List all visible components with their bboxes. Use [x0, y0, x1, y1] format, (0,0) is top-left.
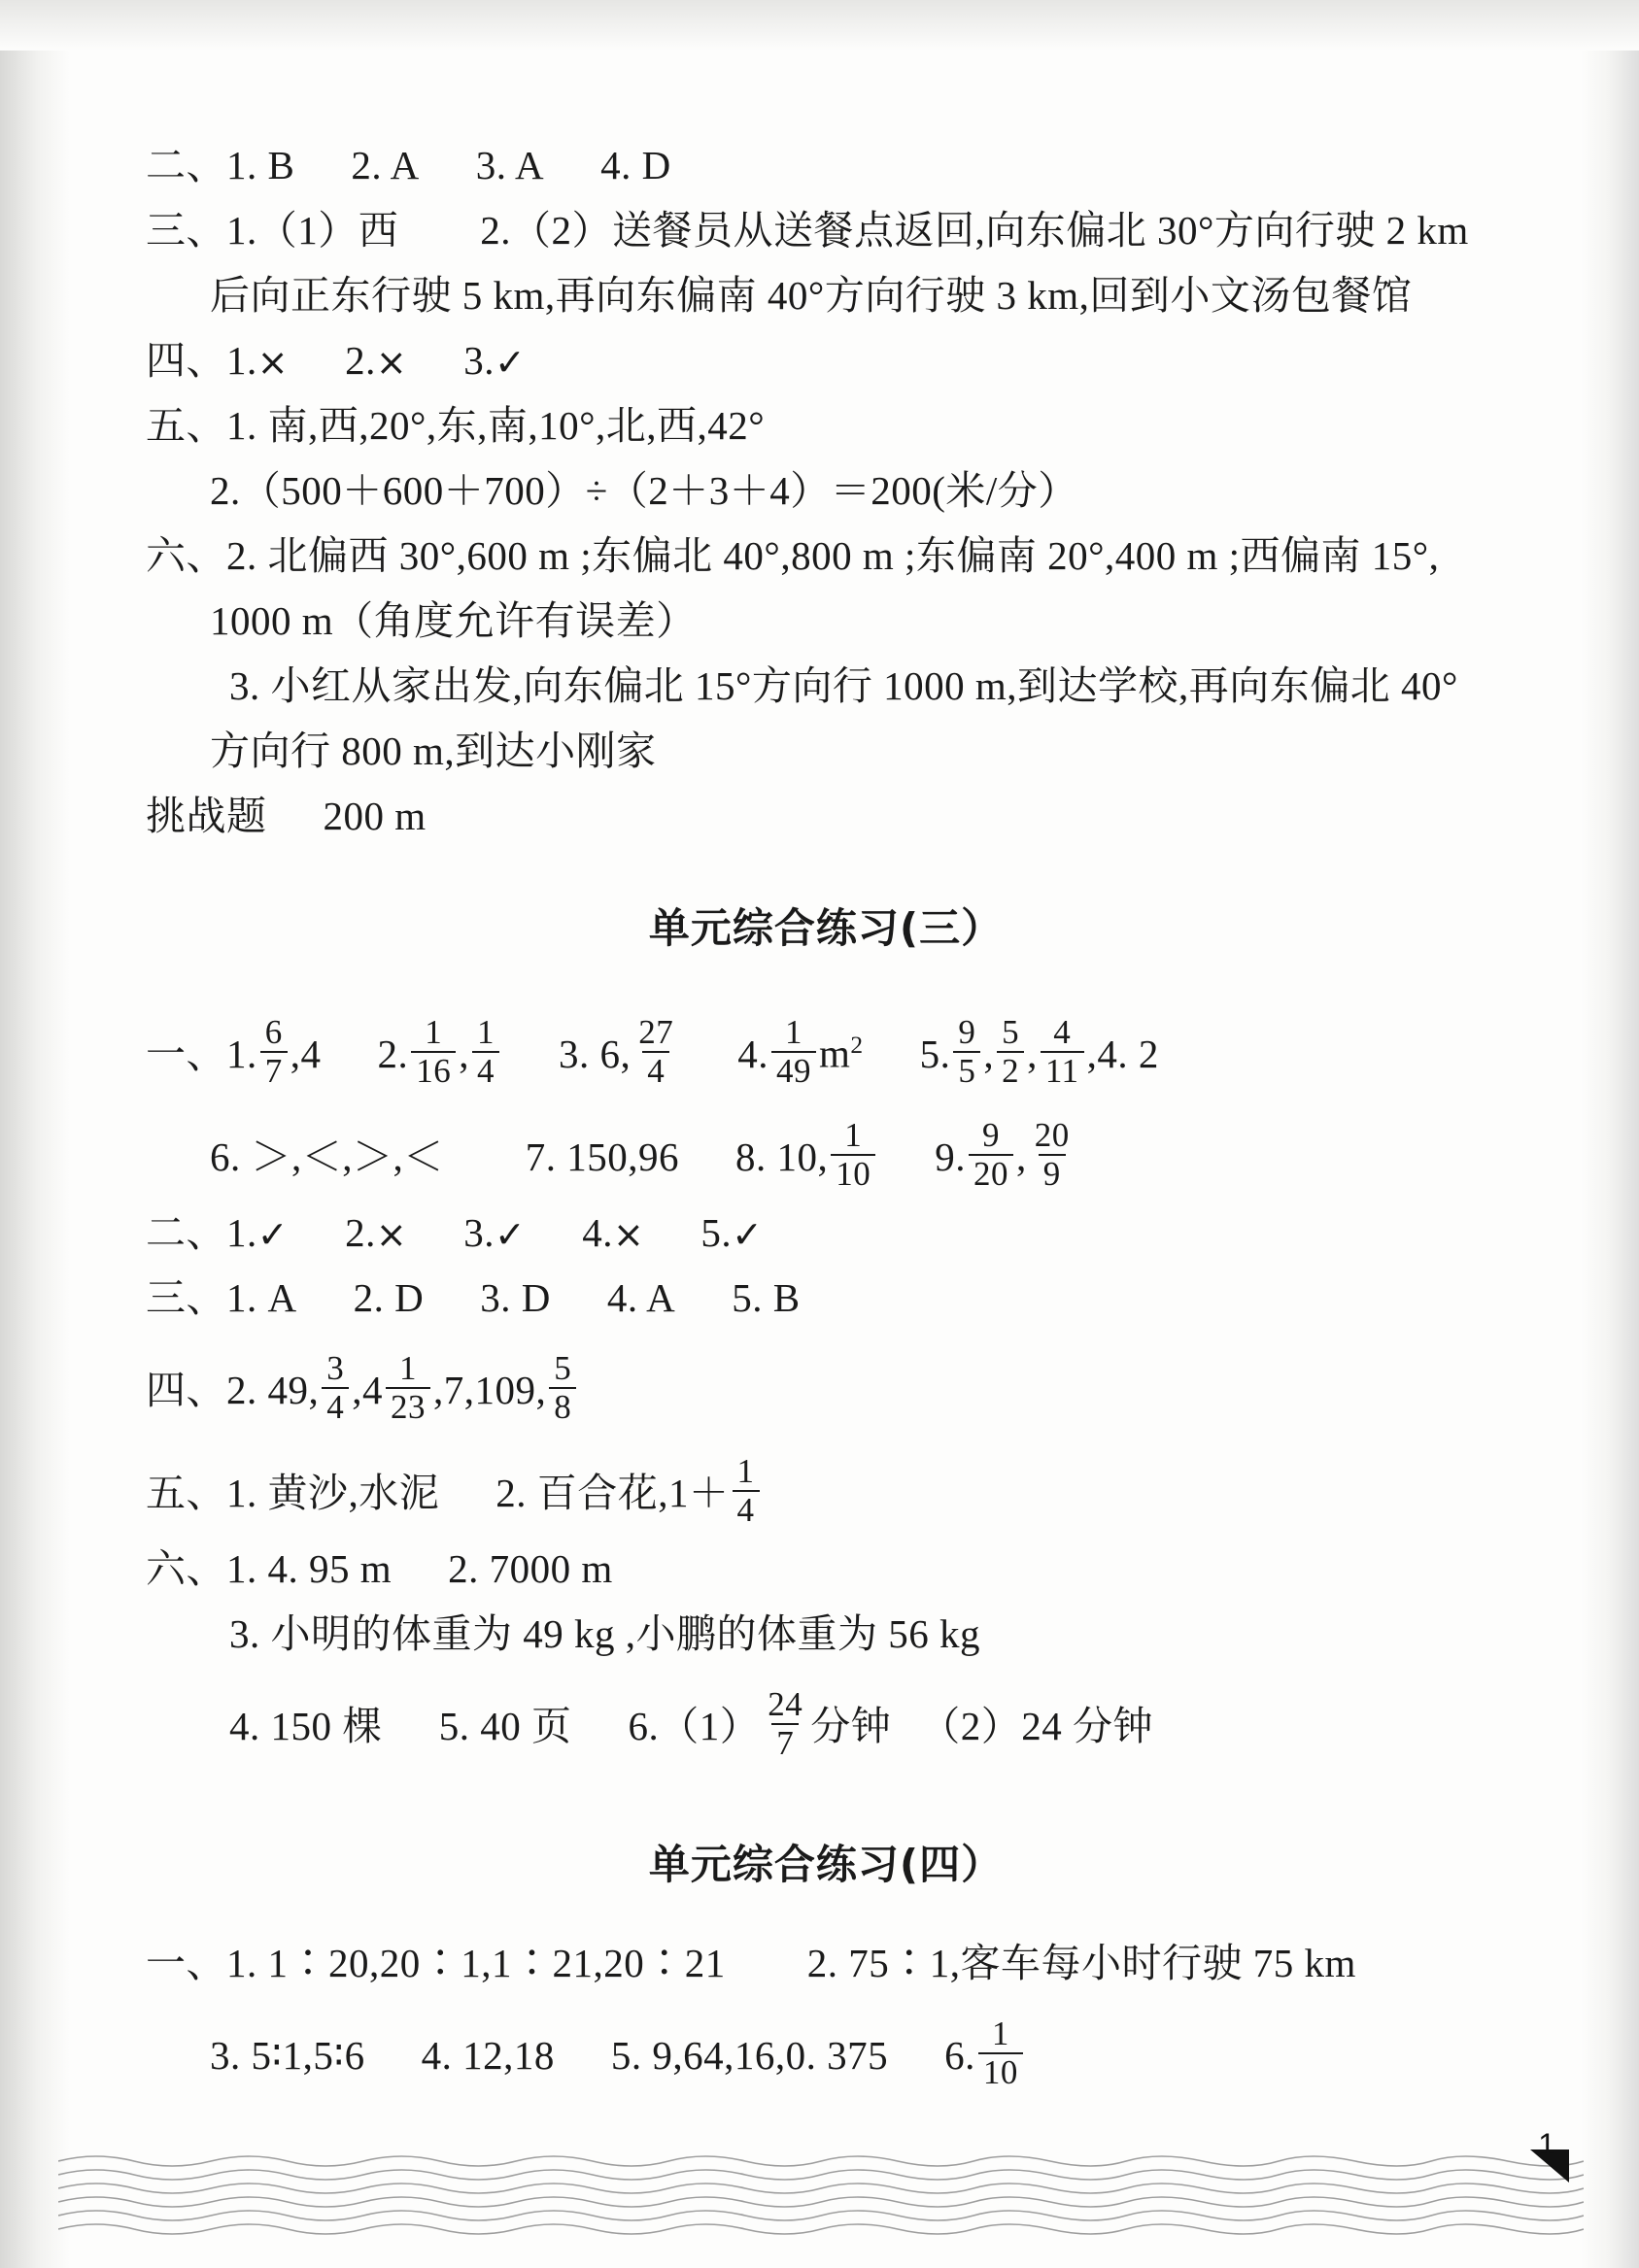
- answer-text: 3. A: [475, 143, 545, 187]
- fraction-denominator: 8: [549, 1387, 576, 1426]
- answer-text: 3. 小红从家出发,向东偏北 15°方向行 1000 m,到达学校,再向东偏北 40°: [229, 663, 1458, 708]
- answer-text: 一、1. 1∶20,20∶1,1∶21,20∶21: [146, 1941, 726, 1985]
- fraction-numerator: 20: [1034, 1116, 1070, 1155]
- fraction-denominator: 23: [386, 1387, 430, 1426]
- answer-text: 方向行 800 m,到达小刚家: [210, 728, 657, 773]
- exercise-heading: 单元综合练习(三）: [648, 904, 1004, 952]
- fraction: [733, 1453, 760, 1529]
- unit-with-exponent: [819, 1033, 864, 1074]
- fraction-numerator: 3: [326, 1349, 345, 1388]
- answer-text: 2.（500＋600＋700）÷（2＋3＋4）＝200(米/分）: [210, 468, 1078, 513]
- fraction: [763, 1686, 807, 1762]
- fraction: [260, 1014, 288, 1090]
- fraction-numerator: 9: [958, 1013, 976, 1052]
- answer-text: 4. A: [606, 1275, 676, 1320]
- fraction-numerator: 4: [1053, 1013, 1072, 1052]
- answer-line: [146, 1343, 1506, 1437]
- page-number: 1: [1538, 2127, 1555, 2162]
- answer-text: 3.: [463, 338, 495, 383]
- answer-line: [146, 1110, 1506, 1203]
- fraction: [997, 1014, 1024, 1090]
- answer-text: 五、1. 黄沙,水泥: [146, 1470, 440, 1515]
- cross-icon: ×: [256, 341, 290, 384]
- answer-text: 3. D: [480, 1275, 551, 1320]
- fraction-numerator: 1: [399, 1349, 417, 1388]
- fraction: [322, 1350, 349, 1426]
- page-edge-shading-right: [1581, 0, 1639, 2268]
- fraction: [1041, 1014, 1084, 1090]
- answer-text: 3. 6,: [559, 1031, 632, 1076]
- fraction: [472, 1014, 499, 1090]
- answer-line: [146, 533, 1506, 578]
- answer-text: 200 m: [323, 794, 427, 838]
- fraction-denominator: 20: [969, 1154, 1013, 1193]
- answer-line: [146, 663, 1506, 708]
- answer-text: 4.: [737, 1031, 768, 1076]
- answer-text: 四、2. 49,: [146, 1367, 320, 1412]
- answer-text: 分钟: [810, 1703, 892, 1748]
- fraction-numerator: 1: [991, 2014, 1009, 2053]
- answer-line: [146, 796, 1506, 836]
- fraction-denominator: 4: [642, 1051, 669, 1090]
- answer-text: 5. 9,64,16,0. 375: [610, 2032, 889, 2078]
- fraction-denominator: 7: [260, 1051, 288, 1090]
- answer-text: 5.: [919, 1031, 951, 1076]
- fraction-numerator: 1: [844, 1116, 863, 1155]
- answer-line: [146, 1210, 1506, 1256]
- answer-text: 3. 小明的体重为 49 kg ,小鹏的体重为 56 kg: [229, 1611, 980, 1656]
- fraction-numerator: 1: [477, 1013, 495, 1052]
- answer-text: 3.: [463, 1210, 495, 1255]
- fraction-denominator: 4: [322, 1387, 349, 1426]
- fraction-denominator: 16: [411, 1051, 456, 1090]
- answer-text: 2. A: [351, 143, 420, 187]
- exercise-heading: 单元综合练习(四）: [648, 1841, 1004, 1888]
- answer-text: 一、1.: [146, 1031, 257, 1076]
- answer-line: [146, 1007, 1506, 1100]
- page-edge-shading-left: [0, 0, 70, 2268]
- answer-text: （2）24 分钟: [920, 1703, 1153, 1748]
- answer-text: 9.: [935, 1134, 966, 1179]
- answer-line: [146, 1546, 1506, 1591]
- fraction-denominator: 10: [831, 1154, 875, 1193]
- fraction: [953, 1014, 980, 1090]
- answer-line: [146, 338, 1506, 384]
- answer-text: 2. 百合花,1＋: [495, 1470, 730, 1515]
- checkmark-icon: ✓: [494, 1213, 527, 1256]
- answer-text: 2. 7000 m: [448, 1546, 613, 1591]
- answer-line: [146, 728, 1506, 773]
- fraction-numerator: 24: [768, 1685, 803, 1724]
- answer-text: 三、1.（1）西: [146, 208, 399, 253]
- checkmark-icon: ✓: [732, 1213, 764, 1256]
- answer-text: 4. 150 棵: [229, 1703, 383, 1748]
- answer-line: [146, 1611, 1506, 1656]
- fraction-denominator: 9: [1039, 1154, 1066, 1193]
- fraction-numerator: 27: [638, 1013, 674, 1052]
- fraction-numerator: 9: [982, 1116, 1000, 1155]
- fraction-numerator: 1: [736, 1452, 755, 1491]
- answer-text: 2.: [377, 1031, 409, 1076]
- answer-line: [146, 273, 1506, 318]
- answer-key-content: [146, 143, 1506, 2112]
- fraction: [969, 1117, 1013, 1193]
- fraction-denominator: 49: [771, 1051, 816, 1090]
- fraction: [771, 1014, 816, 1090]
- answer-line: [146, 1446, 1506, 1540]
- answer-text: 五、1. 南,西,20°,东,南,10°,北,西,42°: [146, 403, 766, 448]
- fraction: [1030, 1117, 1075, 1193]
- answer-text: 2.（2）送餐员从送餐点返回,向东偏北 30°方向行驶 2 km: [480, 208, 1469, 253]
- fraction-numerator: 1: [785, 1013, 802, 1052]
- answer-text: 6. ＞,＜,＞,＜: [210, 1134, 444, 1179]
- answer-text: 六、2. 北偏西 30°,600 m ;东偏北 40°,800 m ;东偏南 20°,400 m ;西偏南 15°,: [146, 533, 1440, 578]
- fraction: [831, 1117, 875, 1193]
- fraction-numerator: 5: [554, 1349, 572, 1388]
- fraction: [386, 1350, 430, 1426]
- answer-text: ,: [459, 1031, 469, 1076]
- answer-text: 三、1. A: [146, 1275, 297, 1320]
- cross-icon: ×: [613, 1213, 645, 1256]
- answer-text: ,7,109,: [433, 1367, 547, 1412]
- answer-text: 2. 75∶1,客车每小时行驶 75 km: [806, 1941, 1356, 1985]
- cross-icon: ×: [375, 341, 408, 384]
- answer-text: 3. 5∶1,5∶6: [210, 2032, 365, 2078]
- page-edge-shading-top: [0, 0, 1639, 51]
- answer-line: [146, 598, 1506, 643]
- answer-text: 6.（1）: [628, 1703, 761, 1748]
- fraction-denominator: 11: [1041, 1051, 1084, 1090]
- answer-text: ,4: [290, 1031, 322, 1076]
- answer-text: 5. B: [732, 1275, 801, 1320]
- answer-text: 1000 m（角度允许有误差）: [210, 598, 697, 643]
- fraction: [411, 1014, 456, 1090]
- fraction: [978, 2015, 1023, 2091]
- fraction: [549, 1350, 576, 1426]
- checkmark-icon: ✓: [256, 1213, 290, 1256]
- answer-line: [146, 2009, 1506, 2102]
- answer-text: 7. 150,96: [525, 1134, 679, 1179]
- answer-text: 六、1. 4. 95 m: [146, 1546, 393, 1591]
- answer-text: ,: [1016, 1134, 1027, 1179]
- cross-icon: ×: [375, 1213, 408, 1256]
- fraction-numerator: 6: [264, 1013, 283, 1052]
- fraction-denominator: 5: [953, 1051, 980, 1090]
- answer-text: ,: [983, 1031, 995, 1076]
- answer-text: 挑战题: [146, 794, 267, 838]
- answer-text: 四、1.: [146, 338, 257, 383]
- answer-text: ,: [1027, 1031, 1038, 1076]
- checkmark-icon: ✓: [494, 341, 527, 384]
- answer-line: [146, 403, 1506, 448]
- fraction-denominator: 10: [978, 2052, 1023, 2091]
- answer-text: 8. 10,: [735, 1134, 829, 1179]
- answer-text: 2.: [345, 338, 376, 383]
- answer-line: [146, 1679, 1506, 1773]
- answer-line: [146, 1941, 1506, 1985]
- fraction-numerator: 1: [425, 1013, 443, 1052]
- fraction-denominator: 4: [733, 1490, 760, 1529]
- fraction: [633, 1014, 678, 1090]
- answer-text: 6.: [944, 2032, 975, 2078]
- fraction-numerator: 5: [1002, 1013, 1020, 1052]
- answer-text: 5. 40 页: [438, 1703, 572, 1748]
- answer-line: [146, 1275, 1506, 1320]
- answer-text: 二、1. B: [146, 143, 295, 187]
- answer-text: 后向正东行驶 5 km,再向东偏南 40°方向行驶 3 km,回到小文汤包餐馆: [210, 273, 1413, 318]
- answer-text: ,4. 2: [1086, 1031, 1159, 1076]
- answer-text: 二、1.: [146, 1210, 257, 1255]
- fraction-denominator: 7: [771, 1723, 799, 1762]
- answer-text: 4. 12,18: [421, 2032, 555, 2078]
- decorative-wave-band: [58, 2151, 1584, 2245]
- answer-text: 2. D: [353, 1275, 425, 1320]
- fraction-denominator: 4: [472, 1051, 499, 1090]
- answer-text: 4. D: [600, 143, 671, 187]
- answer-line: [146, 143, 1506, 187]
- answer-line: [146, 468, 1506, 513]
- answer-line: [146, 208, 1506, 253]
- answer-text: ,4: [352, 1367, 383, 1412]
- unit-base: m: [819, 1031, 851, 1076]
- unit-exponent: 2: [850, 1032, 864, 1060]
- answer-text: 2.: [345, 1210, 376, 1255]
- fraction-denominator: 2: [997, 1051, 1024, 1090]
- answer-text: 4.: [582, 1210, 614, 1255]
- answer-text: 5.: [700, 1210, 733, 1255]
